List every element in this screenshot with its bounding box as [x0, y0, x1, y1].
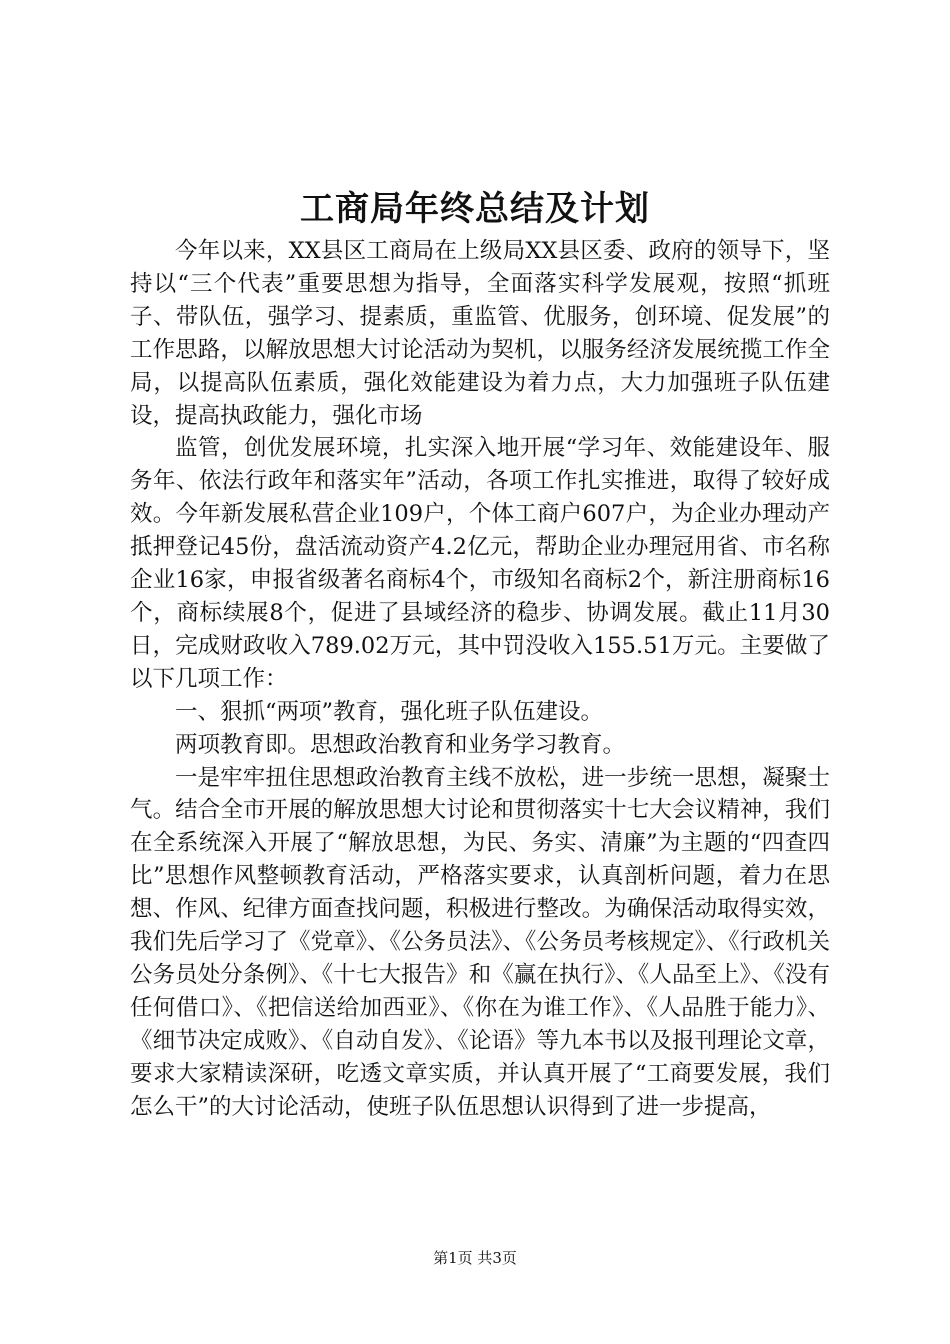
paragraph-two-educations: 两项教育即。思想政治教育和业务学习教育。	[175, 731, 626, 758]
page-number-footer: 第1页 共3页	[433, 1249, 517, 1267]
paragraph-results: 监管，创优发展环境，扎实深入地开展“学习年、效能建设年、服务年、依法行政年和落实年”活动，各项工作扎实推进，取得了较好成效。今年新发展私营企业109户，个体工商户607户，为企业办理动产抵押登记45份，盘活流动资产4.2亿元，帮助企业办理冠用省、市名称企业16家，申报省级著名商标4个，市级知名商标2个，新注册商标16个，商标续展8个，促进了县域经济的稳步、协调发展。截止11月30日，完成财政收入789.02万元，其中罚没收入155.51万元。主要做了以下几项工作：	[130, 435, 830, 692]
document-title: 工商局年终总结及计划	[300, 189, 650, 229]
paragraph-intro: 今年以来，XX县区工商局在上级局XX县区委、政府的领导下，坚持以“三个代表”重要思想为指导，全面落实科学发展观，按照“抓班子、带队伍，强学习、提素质，重监管、优服务，创环境、促发展”的工作思路，以解放思想大讨论活动为契机，以服务经济发展统揽工作全局，以提高队伍素质，强化效能建设为着力点，大力加强班子队伍建设，提高执政能力，强化市场	[130, 238, 830, 429]
paragraph-political-education: 一是牢牢扭住思想政治教育主线不放松，进一步统一思想，凝聚士气。结合全市开展的解放思想大讨论和贯彻落实十七大会议精神，我们在全系统深入开展了“解放思想，为民、务实、清廉”为主题的“四查四比”思想作风整顿教育活动，严格落实要求，认真剖析问题，着力在思想、作风、纪律方面查找问题，积极进行整改。为确保活动取得实效，我们先后学习了《党章》、《公务员法》、《公务员考核规定》、《行政机关公务员处分条例》、《十七大报告》和《赢在执行》、《人品至上》、《没有任何借口》、《把信送给加西亚》、《你在为谁工作》、《人品胜于能力》、《细节决定成败》、《自动自发》、《论语》等九本书以及报刊理论文章，要求大家精读深研，吃透文章实质，并认真开展了“工商要发展，我们怎么干”的大讨论活动，使班子队伍思想认识得到了进一步提高，	[130, 764, 830, 1120]
document-body	[130, 235, 830, 1123]
section-heading-one: 一、狠抓“两项”教育，强化班子队伍建设。	[175, 698, 604, 725]
